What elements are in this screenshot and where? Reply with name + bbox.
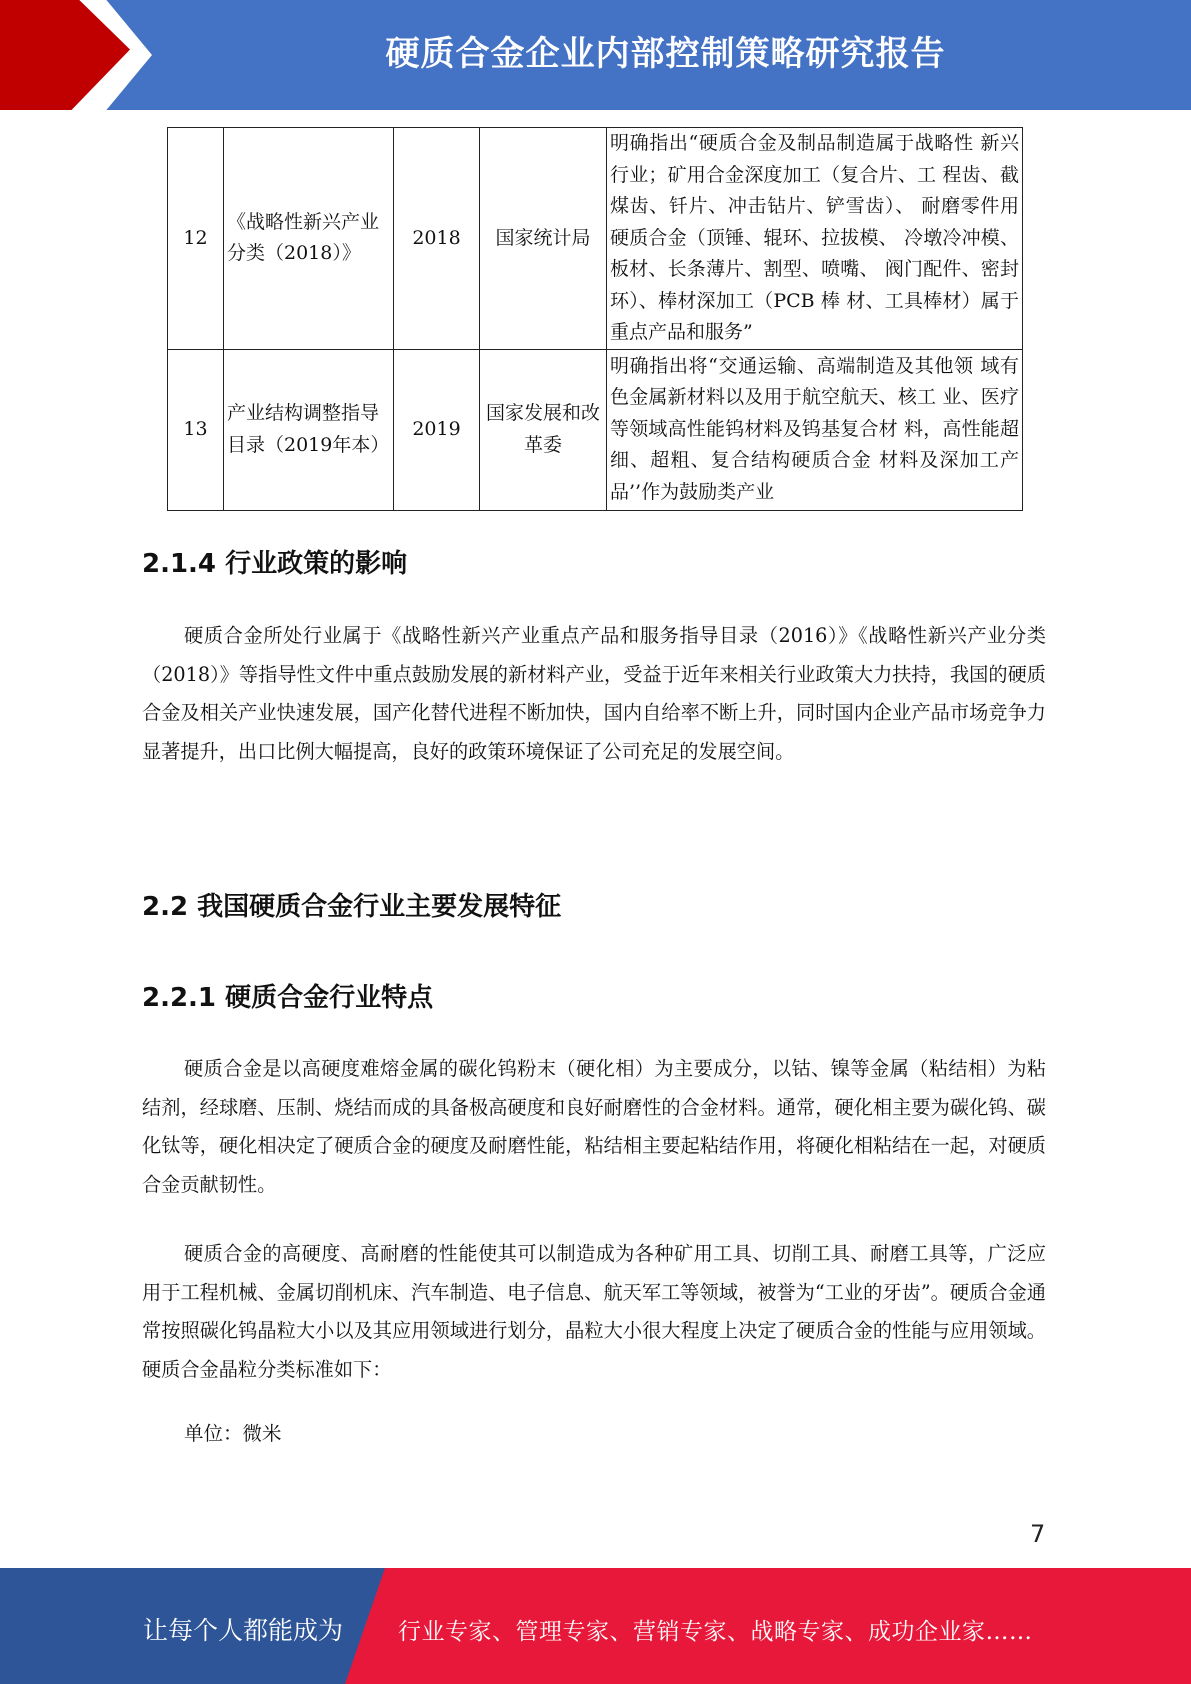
table-row	[168, 349, 1023, 510]
table-row	[168, 128, 1023, 350]
section-heading-2-2: 2.2 我国硬质合金行业主要发展特征	[142, 892, 562, 922]
footer-slogan-left: 让每个人都能成为	[143, 1616, 344, 1645]
report-title: 硬质合金企业内部控制策略研究报告	[385, 34, 946, 74]
paragraph-applications: 硬质合金的高硬度、高耐磨的性能使其可以制造成为各种矿用工具、切削工具、耐磨工具等，广泛应用于工程机械、金属切削机床、汽车制造、电子信息、航天军工等领域，被誉为“工业的牙齿”。硬质合金通常按照碳化钨晶粒大小以及其应用领域进行划分，晶粒大小很大程度上决定了硬质合金的性能与应用领域。硬质合金晶粒分类标准如下：	[142, 1242, 1046, 1381]
page-header	[0, 0, 1191, 110]
issuing-agency: 国家发展和改革委	[480, 349, 607, 510]
policy-year: 2019	[394, 349, 480, 510]
policy-name: 《战略性新兴产业分类（2018）》	[224, 128, 394, 350]
policy-description: 明确指出“硬质合金及制品制造属于战略性 新兴行业；矿用合金深度加工（复合片、工 程齿、截煤齿、钎片、冲击钻片、铲雪齿）、 耐磨零件用硬质合金（顶锤、辊环、拉拔模、 冷墩冷冲模、板材、长条薄片、割型、喷嘴、 阀门配件、密封环）、棒材深加工（PCB 棒 材、工具棒材）属于重点产品和服务”	[607, 128, 1023, 350]
policy-year: 2018	[394, 128, 480, 350]
section-heading-2-1-4: 2.1.4 行业政策的影响	[142, 549, 408, 579]
section-heading-2-2-1: 2.2.1 硬质合金行业特点	[142, 983, 434, 1013]
row-number: 13	[168, 349, 224, 510]
paragraph-industry-features: 硬质合金是以高硬度难熔金属的碳化钨粉末（硬化相）为主要成分，以钴、镍等金属（粘结相）为粘结剂，经球磨、压制、烧结而成的具备极高硬度和良好耐磨性的合金材料。通常，硬化相主要为碳化钨、碳化钛等，硬化相决定了硬质合金的硬度及耐磨性能，粘结相主要起粘结作用，将硬化相粘结在一起，对硬质合金贡献韧性。	[142, 1057, 1046, 1196]
unit-label: 单位：微米	[184, 1422, 282, 1445]
issuing-agency: 国家统计局	[480, 128, 607, 350]
policy-description: 明确指出将“交通运输、高端制造及其他领 域有色金属新材料以及用于航空航天、核工 业、医疗等领域高性能钨材料及钨基复合材 料，高性能超细、超粗、复合结构硬质合金 材料及深加工产品’’作为鼓励类产业	[607, 349, 1023, 510]
footer-slogan-right: 行业专家、管理专家、营销专家、战略专家、成功企业家……	[398, 1619, 1033, 1645]
page-footer	[0, 1568, 1191, 1684]
row-number: 12	[168, 128, 224, 350]
policy-table	[167, 127, 1023, 511]
policy-name: 产业结构调整指导目录（2019年本）	[224, 349, 394, 510]
paragraph-policy-impact: 硬质合金所处行业属于《战略性新兴产业重点产品和服务指导目录（2016）》《战略性新兴产业分类（2018）》等指导性文件中重点鼓励发展的新材料产业，受益于近年来相关行业政策大力扶持，我国的硬质合金及相关产业快速发展，国产化替代进程不断加快，国内自给率不断上升，同时国内企业产品市场竞争力显著提升，出口比例大幅提高，良好的政策环境保证了公司充足的发展空间。	[142, 624, 1046, 763]
page-number: 7	[1030, 1520, 1046, 1548]
